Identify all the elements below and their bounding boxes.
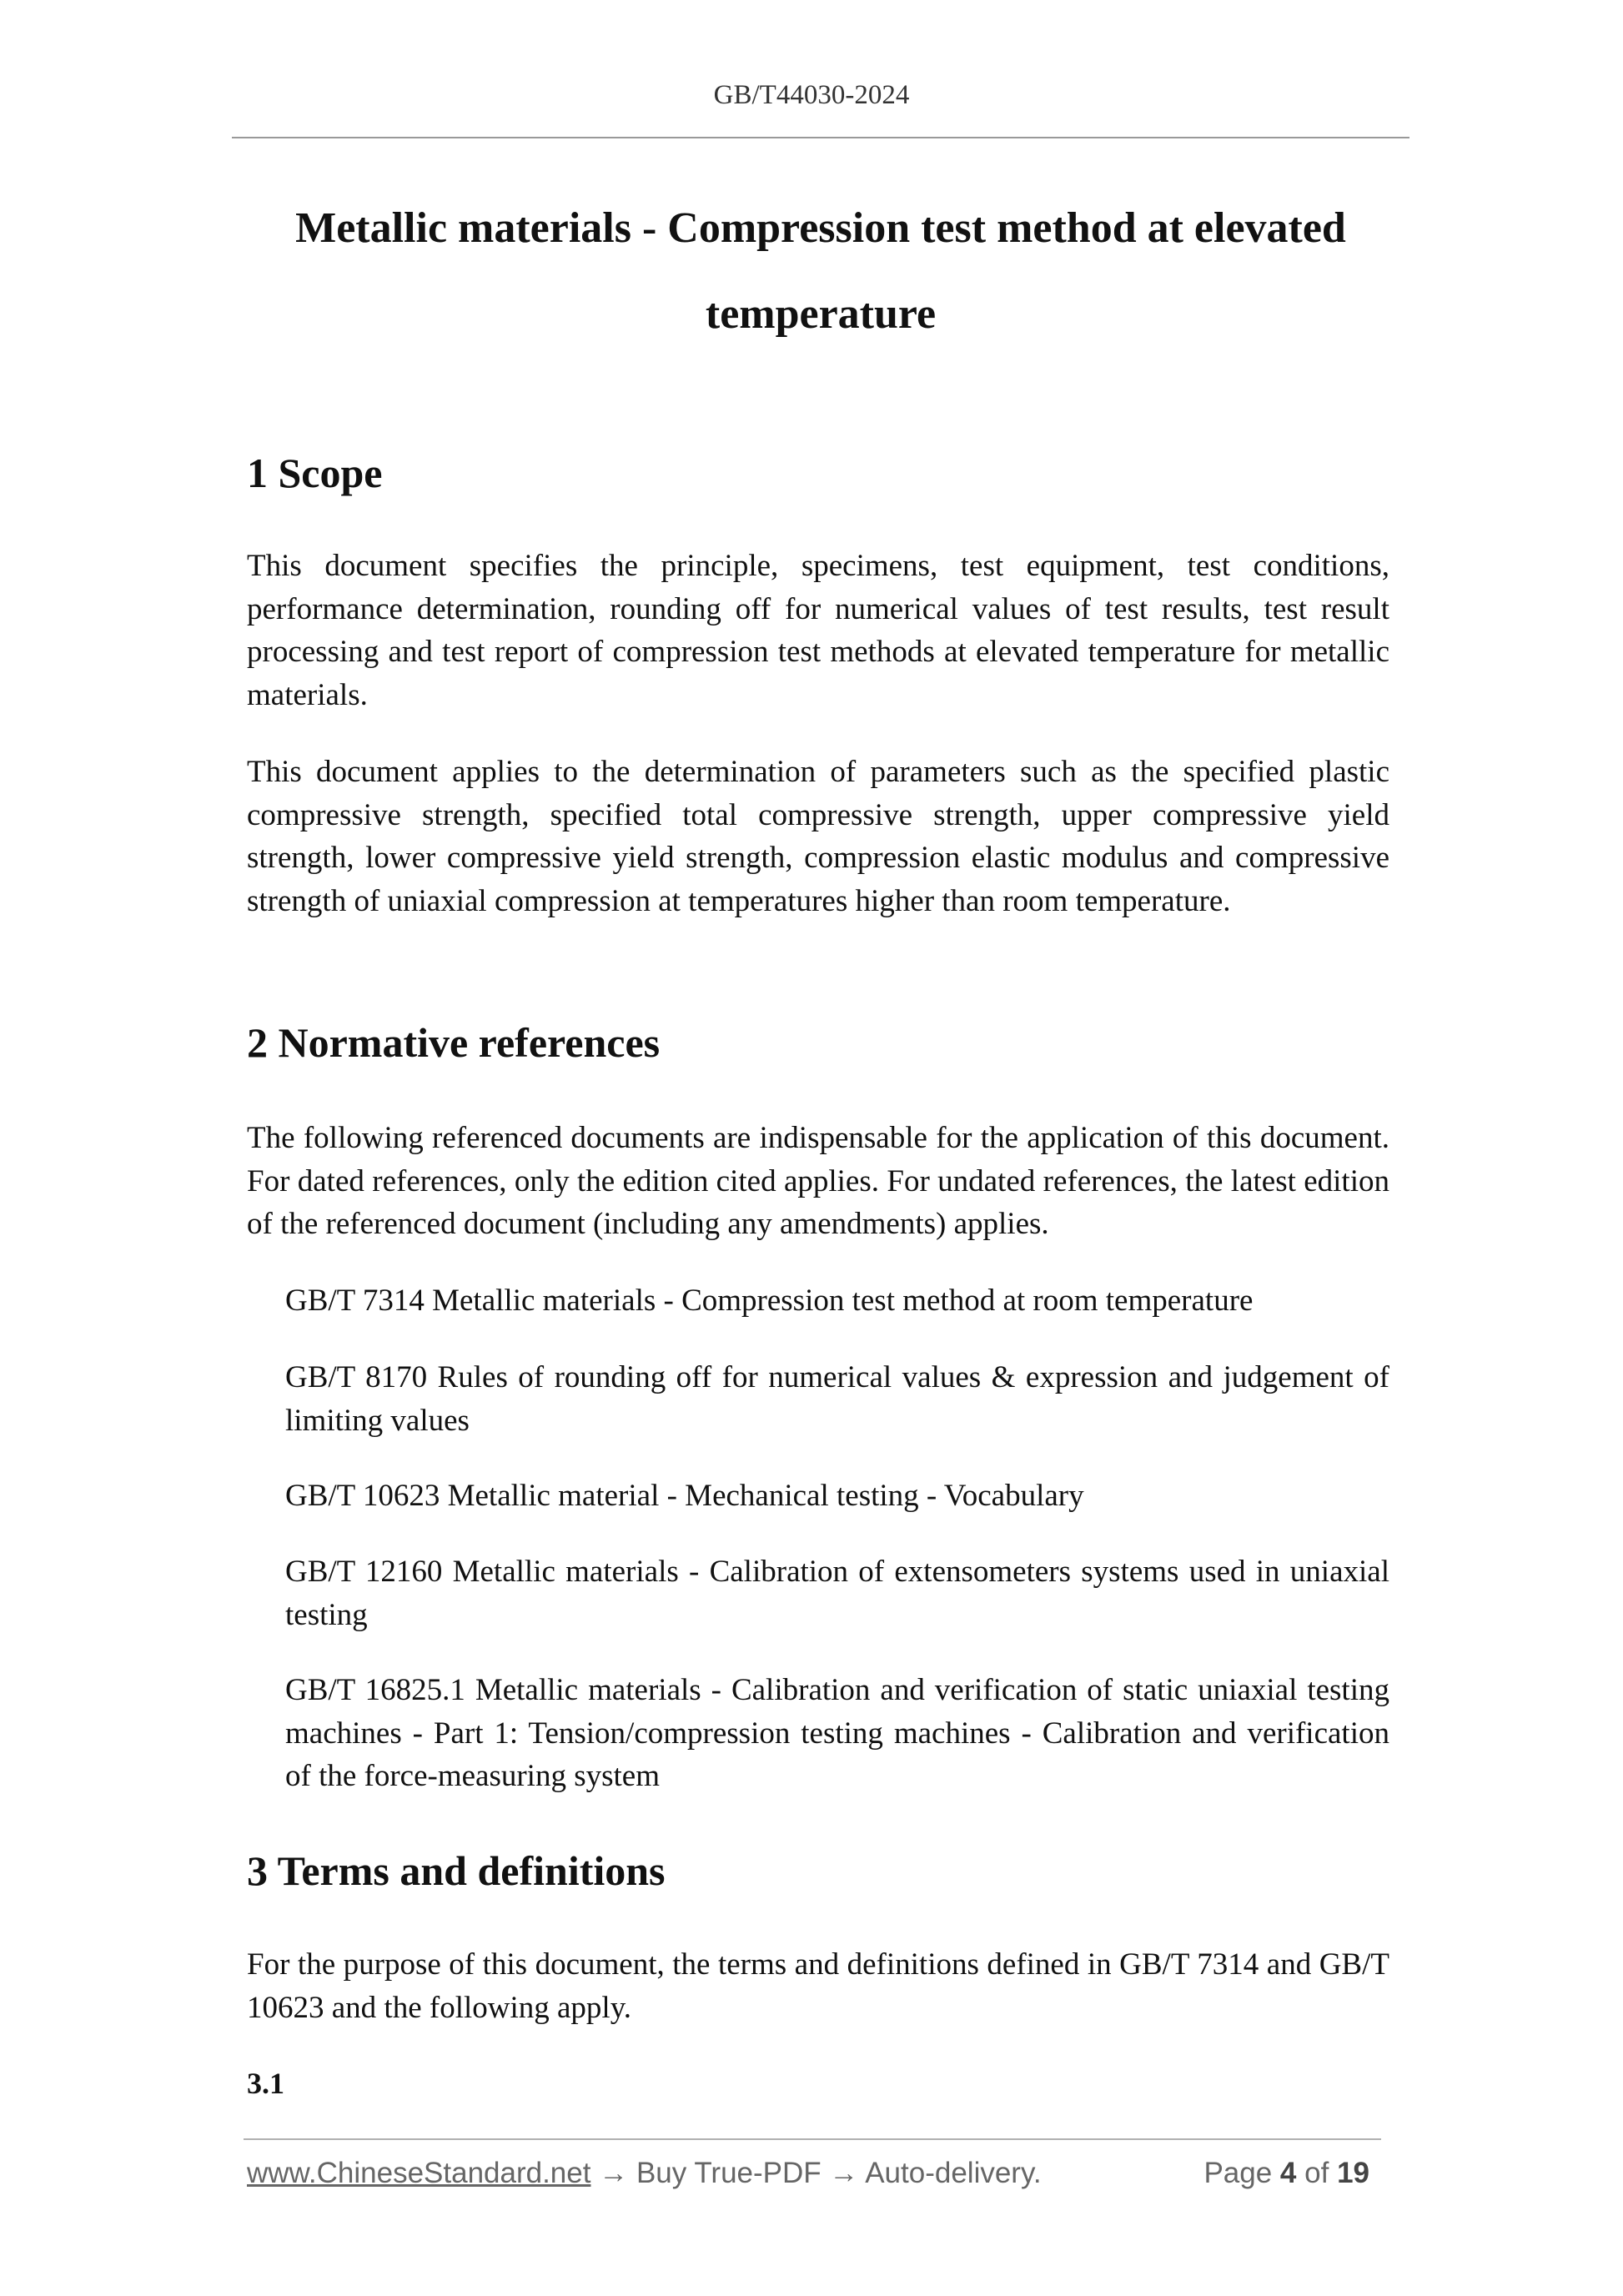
of-label: of xyxy=(1304,2157,1329,2189)
auto-delivery-text: Auto-delivery. xyxy=(865,2157,1042,2189)
page-label: Page xyxy=(1203,2157,1273,2189)
header-divider xyxy=(232,137,1409,138)
title-line-2: temperature xyxy=(705,290,937,338)
title-line-1: Metallic materials - Compression test method at elevated xyxy=(295,204,1346,252)
section-heading-normative-references: 2 Normative references xyxy=(247,1019,661,1066)
arrow-right-icon: → xyxy=(829,2157,859,2189)
document-title xyxy=(232,185,1409,357)
page-indicator xyxy=(1203,2157,1369,2190)
buy-true-pdf-text: Buy True-PDF xyxy=(636,2157,822,2189)
current-page-number: 4 xyxy=(1279,2157,1297,2189)
footer-divider xyxy=(244,2138,1381,2140)
page-footer xyxy=(247,2157,1381,2198)
normative-paragraph: The following referenced documents are indispensable for the application of this document. For dated references, only the edition cited applies. For undated references, the latest edition of the referenced document (including any amendments) applies. xyxy=(247,1121,1389,1241)
section-heading-terms-definitions: 3 Terms and definitions xyxy=(247,1847,666,1894)
reference-item: GB/T 8170 Rules of rounding off for numerical values & expression and judgement of limiting values xyxy=(285,1360,1389,1438)
terms-paragraph: For the purpose of this document, the terms and definitions defined in GB/T 7314 and GB/T 10623 and the following apply. xyxy=(247,1947,1389,2025)
scope-paragraph-1: This document specifies the principle, specimens, test equipment, test conditions, performance determination, rounding off for numerical values of test results, test result processing and test report of compression test methods at elevated temperature for metallic materials. xyxy=(247,549,1389,712)
reference-item: GB/T 12160 Metallic materials - Calibration of extensometers systems used in uniaxial testing xyxy=(285,1555,1389,1632)
reference-item: GB/T 16825.1 Metallic materials - Calibration and verification of static uniaxial testing machines - Part 1: Tension/compression testing machines - Calibration and verification of the force-measuring system xyxy=(285,1673,1389,1793)
website-link[interactable]: www.ChineseStandard.net xyxy=(247,2157,591,2189)
footer-promo xyxy=(247,2157,1042,2190)
scope-paragraph-2: This document applies to the determination of parameters such as the specified plastic compressive strength, specified total compressive strength, upper compressive yield strength, lower compressive yield strength, compression elastic modulus and compressive strength of uniaxial compression at temperatures higher than room temperature. xyxy=(247,755,1389,918)
reference-item: GB/T 7314 Metallic materials - Compression test method at room temperature xyxy=(285,1284,1254,1318)
arrow-right-icon: → xyxy=(599,2157,629,2189)
header-standard-code: GB/T44030-2024 xyxy=(713,80,910,110)
term-number: 3.1 xyxy=(247,2067,284,2100)
section-heading-scope: 1 Scope xyxy=(247,450,383,496)
reference-item: GB/T 10623 Metallic material - Mechanical testing - Vocabulary xyxy=(285,1479,1084,1513)
total-pages: 19 xyxy=(1337,2157,1369,2189)
